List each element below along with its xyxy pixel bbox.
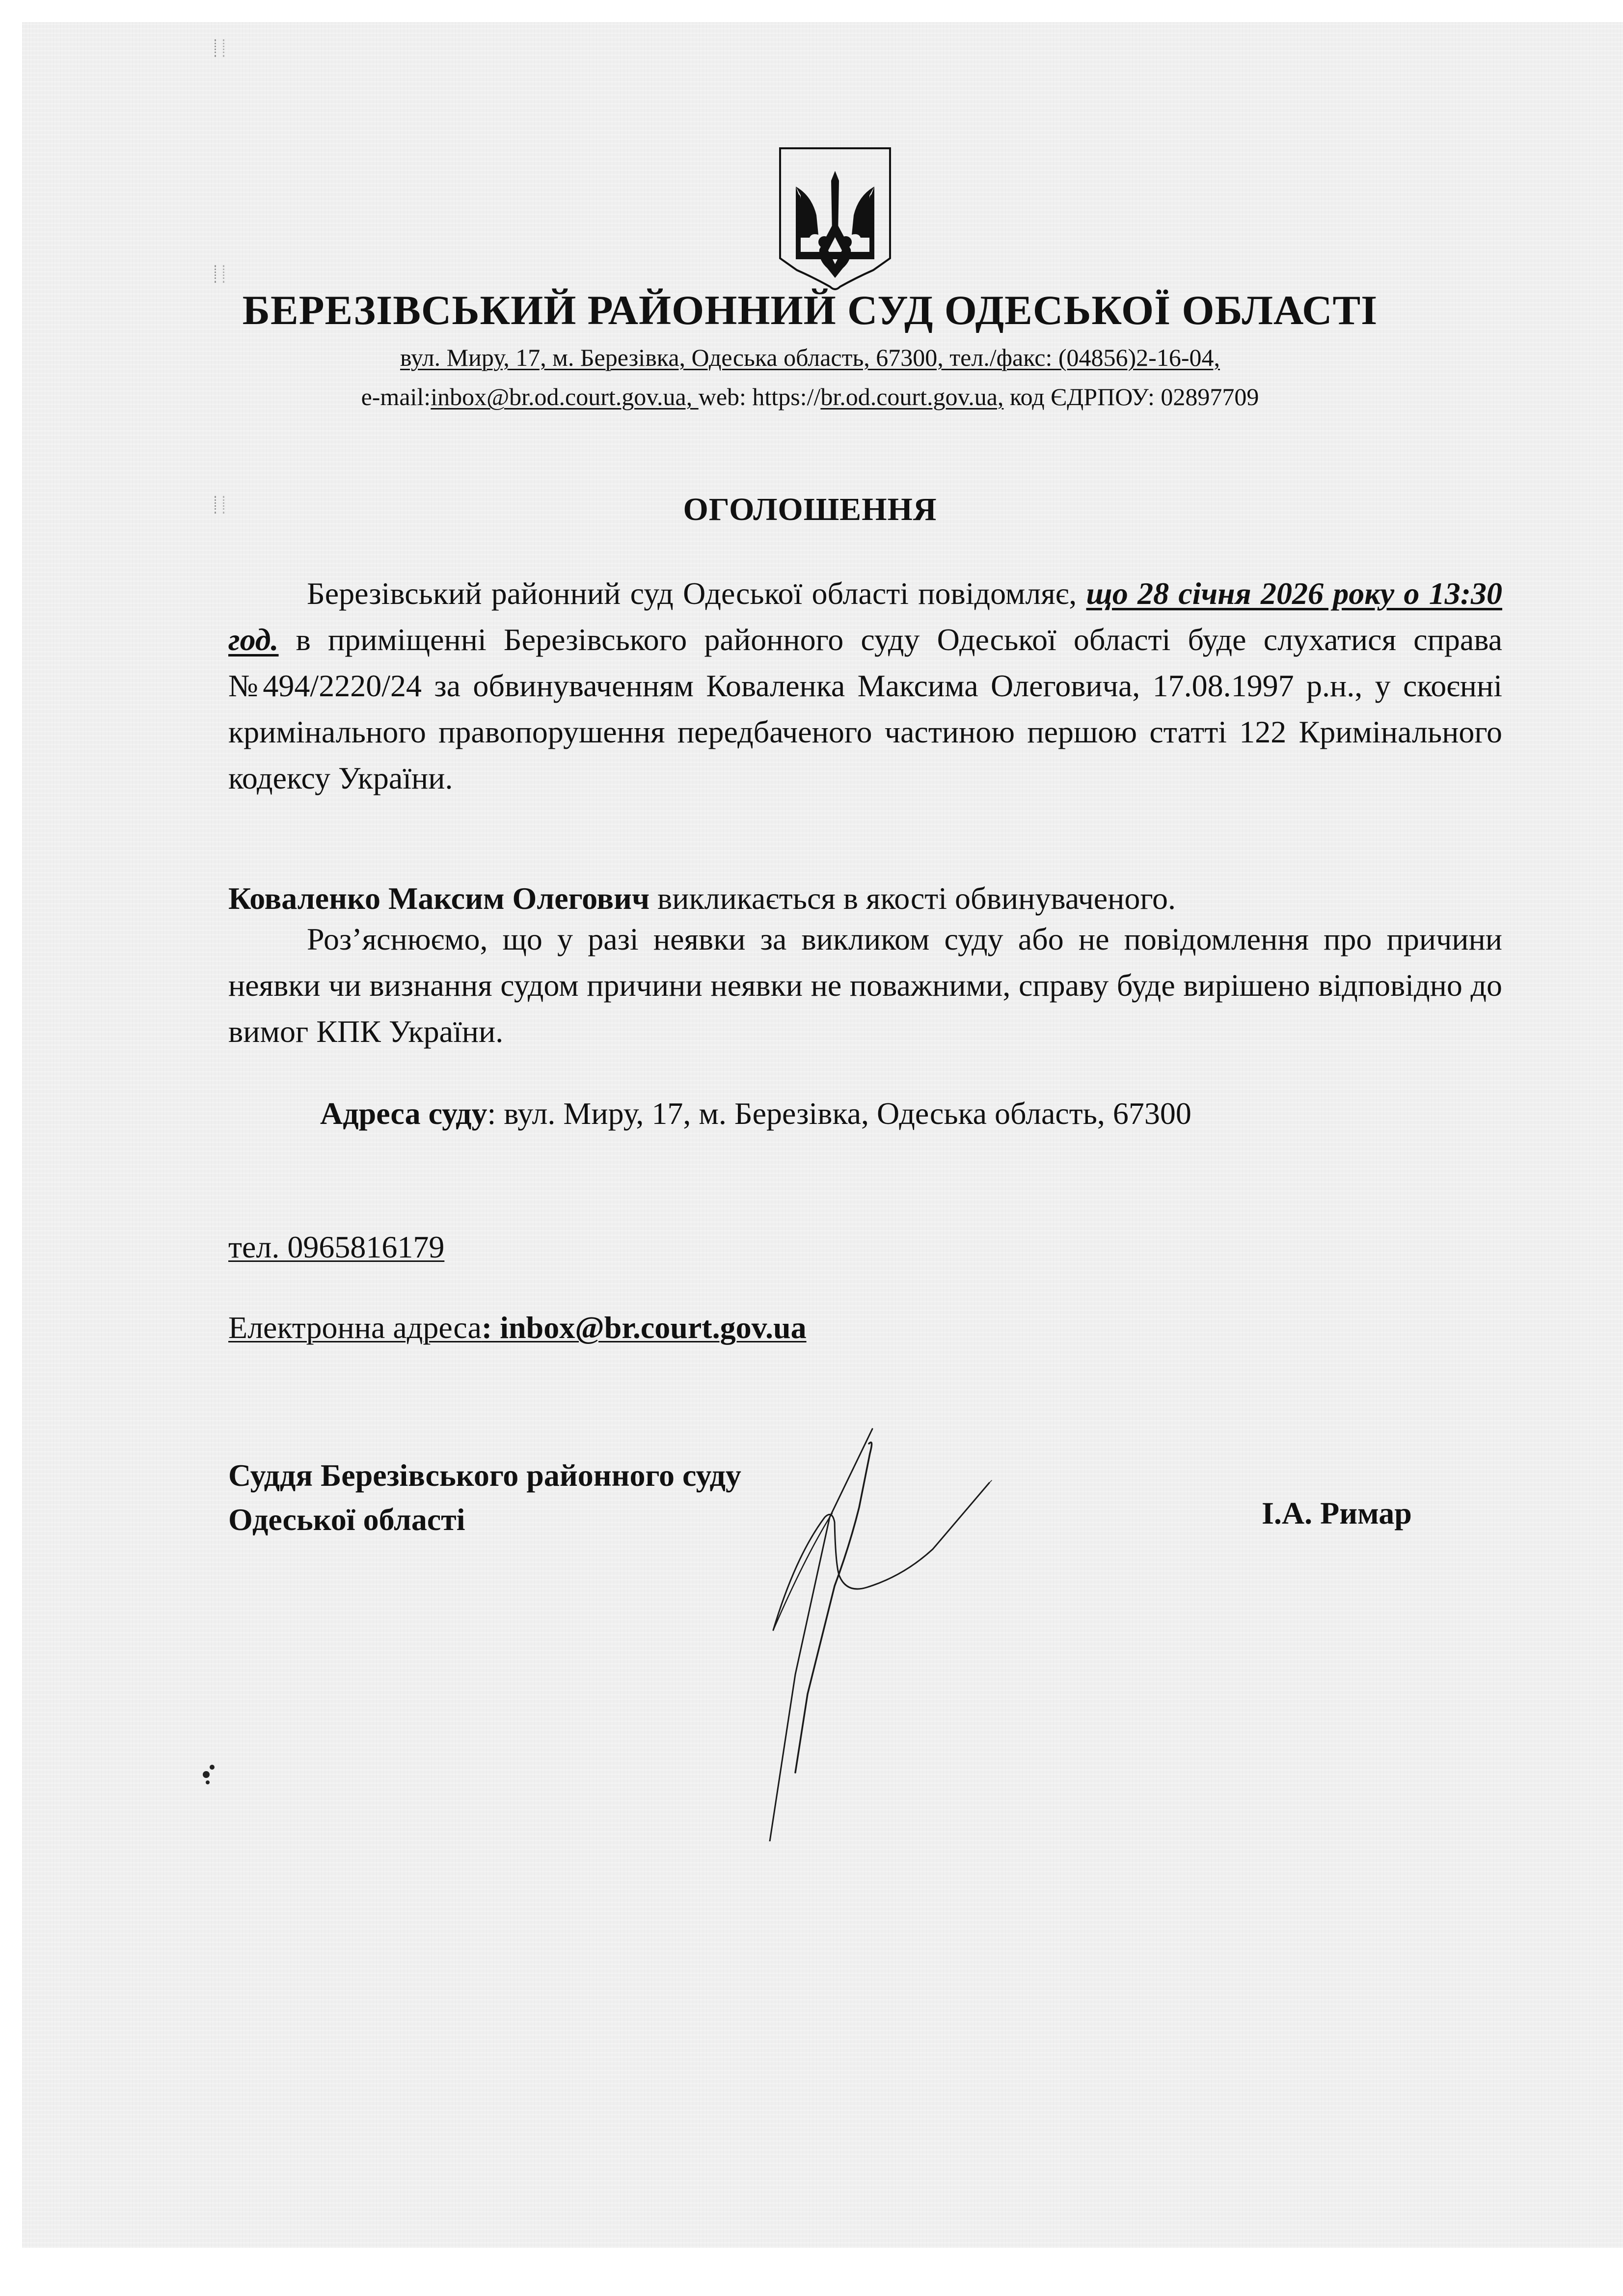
court-contacts-line [196,384,1424,409]
explanation-paragraph [228,916,1502,1055]
judge-title-line2: Одеської області [228,1502,465,1537]
court-address-label: Адреса суду [320,1096,487,1131]
web-prefix: web: https:// [698,383,821,410]
handwritten-signature-icon [761,1399,1301,1841]
trident-coat-of-arms-icon [777,146,893,294]
announcement-body: в приміщенні Березівського районного суду Одеської області буде слухатися справа №494/2220/24 за обвинуваченням Коваленка Максима Олеговича, 17.08.1997 р.н., у скоєнні кримінального правопорушення передбаченого частиною першою статті 122 Кримінального кодексу України. [228,622,1502,795]
scan-mark [215,265,224,283]
court-address-line [196,345,1424,370]
judge-name: І.А. Римар [1262,1496,1412,1531]
court-address-value: : вул. Миру, 17, м. Березівка, Одеська область, 67300 [487,1096,1191,1131]
judge-title-line1: Суддя Березівського районного суду [228,1458,741,1493]
electronic-address-label: Електронна адреса [228,1310,482,1345]
scan-speck [203,1771,210,1778]
electronic-address-value[interactable]: : inbox@br.court.gov.ua [481,1310,807,1345]
phone-number[interactable]: тел. 0965816179 [228,1230,445,1264]
explanation-text: Роз’яснюємо, що у разі неявки за викликом суду або не повідомлення про причини неявки чи визнання судом причини неявки не поважними, справу буде вирішено відповідно до вимог КПК України. [228,922,1502,1049]
summons-line [228,883,1176,914]
judge-title [228,1453,741,1542]
summons-text: викликається в якості обвинуваченого. [649,881,1176,916]
announcement-intro: Березівський районний суд Одеської області повідомляє, [307,576,1086,611]
court-name: БЕРЕЗІВСЬКИЙ РАЙОННИЙ СУД ОДЕСЬКОЇ ОБЛАСТІ [242,287,1378,333]
accused-name: Коваленко Максим Олегович [228,881,650,916]
announcement-paragraph [228,571,1502,801]
scan-mark [215,39,224,57]
electronic-address [228,1312,807,1343]
court-email-link[interactable]: inbox@br.od.court.gov.ua, [431,383,699,410]
edrpou-code: код ЄДРПОУ: 02897709 [1003,383,1259,410]
document-title: ОГОЛОШЕННЯ [683,492,937,527]
court-web-link[interactable]: br.od.court.gov.ua, [820,383,1004,410]
scan-speck [210,1765,215,1770]
hearing-datetime: що 28 січня 2026 року о 13:30 год. [228,576,1503,657]
court-address-text: вул. Миру, 17, м. Березівка, Одеська область, 67300, тел./факс: (04856)2-16-04, [400,344,1220,371]
email-prefix: e-mail: [361,383,431,410]
scan-speck [206,1780,210,1784]
court-address [320,1098,1191,1129]
